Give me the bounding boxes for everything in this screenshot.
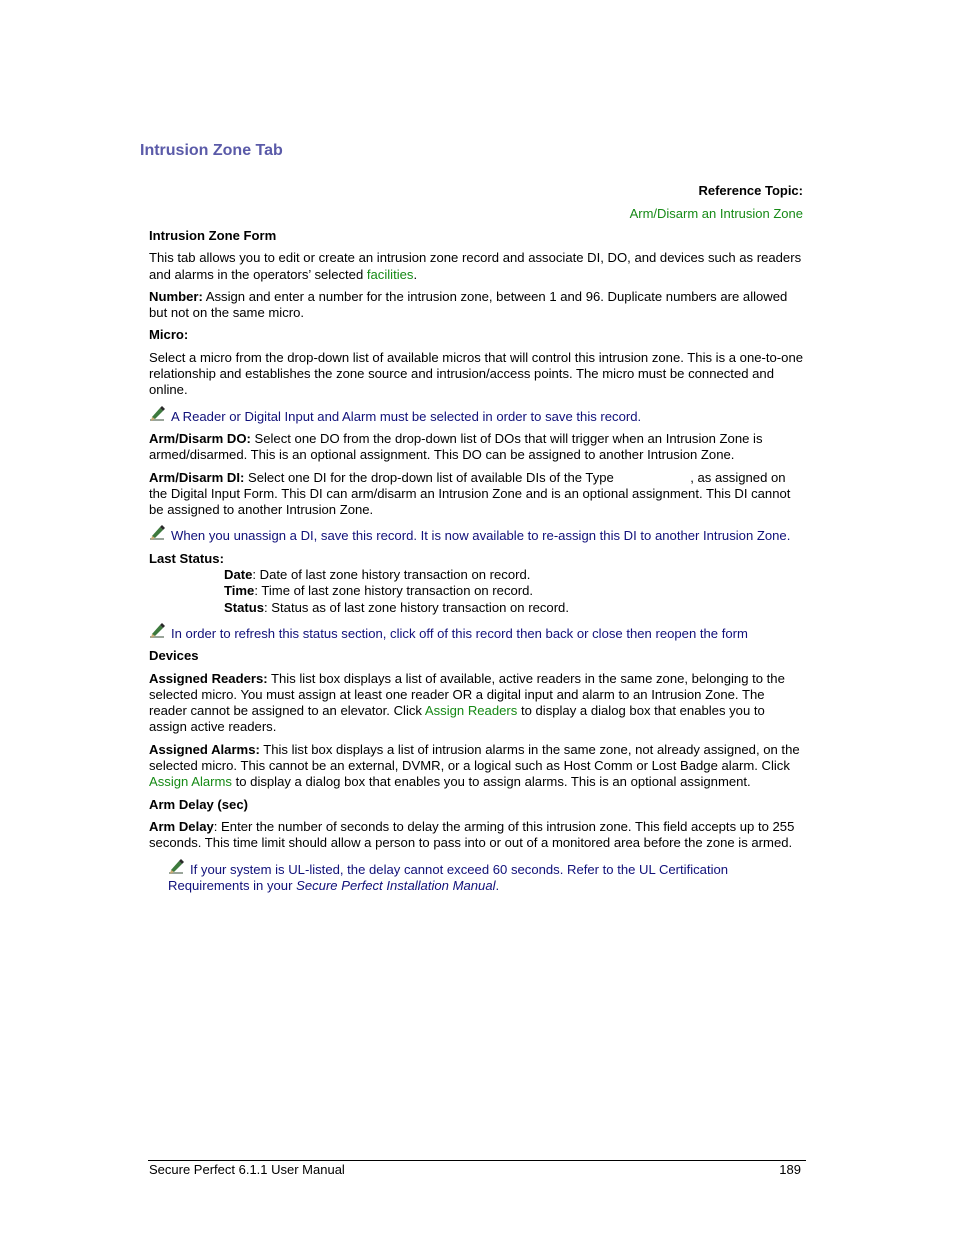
reference-topic-label: Reference Topic: <box>698 183 803 198</box>
body-content <box>149 228 805 900</box>
last-status-label: Last Status: <box>149 550 224 566</box>
arm-delay-paragraph: Arm Delay: Enter the number of seconds to delay the arming of this intrusion zone. This field accepts up to 255 seconds. This time limit should allow a person to pass into or out of a monitored area before the zone is armed. <box>149 818 795 851</box>
page-heading: Intrusion Zone Tab <box>140 142 283 159</box>
note-refresh-status: In order to refresh this status section, click off of this record then back or close then reopen the form <box>149 622 805 642</box>
pencil-note-icon <box>149 524 167 542</box>
pencil-note-icon <box>149 405 167 423</box>
arm-disarm-do-paragraph: Arm/Disarm DO: Select one DO from the drop-down list of DOs that will trigger when an Intrusion Zone is armed/disarmed. This is an optional assignment. This DO can be assigned to another Intrusion Zone. <box>149 430 763 463</box>
micro-label: Micro: <box>149 327 189 343</box>
intro-paragraph: This tab allows you to edit or create an intrusion zone record and associate DI, DO, and devices such as readers and alarms in the operators’ selected facilities. <box>149 250 802 282</box>
assigned-readers-paragraph: Assigned Readers: This list box displays a list of available, active readers in the same zone, belonging to the selected micro. You must assign at least one reader OR a digital input and alarm to an Intrusion Zone. The reader cannot be assigned to an elevator. Click Assign Readers to display a dialog box that enables you to assign active readers. <box>149 670 785 735</box>
reference-topic-link[interactable]: Arm/Disarm an Intrusion Zone <box>629 206 803 221</box>
form-title: Intrusion Zone Form <box>149 228 277 243</box>
note-ul-listed: If your system is UL-listed, the delay cannot exceed 60 seconds. Refer to the UL Certification Requirements in your Secure Perfect Installation Manual. <box>168 858 805 895</box>
number-paragraph: Number: Assign and enter a number for the intrusion zone, between 1 and 96. Duplicate numbers are allowed but not on the same micro. <box>149 288 788 321</box>
pencil-note-icon <box>168 858 186 876</box>
last-status-time: Time: Time of last zone history transaction on record. <box>224 583 534 599</box>
assign-alarms-link[interactable]: Assign Alarms <box>149 774 232 790</box>
note-unassign-di: When you unassign a DI, save this record. It is now available to re-assign this DI to another Intrusion Zone. <box>149 524 805 544</box>
pencil-note-icon <box>149 622 167 640</box>
assigned-alarms-paragraph: Assigned Alarms: This list box displays a list of intrusion alarms in the same zone, not already assigned, on the selected micro. This cannot be an external, DVMR, or a logical such as Host Comm or Lost Badge alarm. Click Assign Alarms to display a dialog box that enables you to assign alarms. This is an optional assignment. <box>149 741 800 790</box>
devices-label: Devices <box>149 648 199 664</box>
last-status-date: Date: Date of last zone history transaction on record. <box>224 567 531 583</box>
arm-delay-heading: Arm Delay (sec) <box>149 796 248 812</box>
footer-page-number: 189 <box>779 1162 801 1177</box>
footer-manual-title: Secure Perfect 6.1.1 User Manual <box>149 1162 345 1177</box>
arm-disarm-di-paragraph: Arm/Disarm DI: Select one DI for the drop-down list of available DIs of the Type , as assigned on the Digital Input Form. This DI can arm/disarm an Intrusion Zone and is an optional assignment. This DI cannot be assigned to another Intrusion Zone. <box>149 469 795 518</box>
micro-paragraph: Select a micro from the drop-down list of available micros that will control this intrusion zone. This is a one-to-one relationship and establishes the zone source and intrusion/access points. The micro must be connected and online. <box>149 349 804 398</box>
assign-readers-link[interactable]: Assign Readers <box>424 703 518 719</box>
facilities-link[interactable]: facilities <box>366 266 414 282</box>
note-reader-required: A Reader or Digital Input and Alarm must be selected in order to save this record. <box>149 405 805 425</box>
last-status-status: Status: Status as of last zone history transaction on record. <box>224 599 569 615</box>
footer-divider <box>148 1160 806 1161</box>
